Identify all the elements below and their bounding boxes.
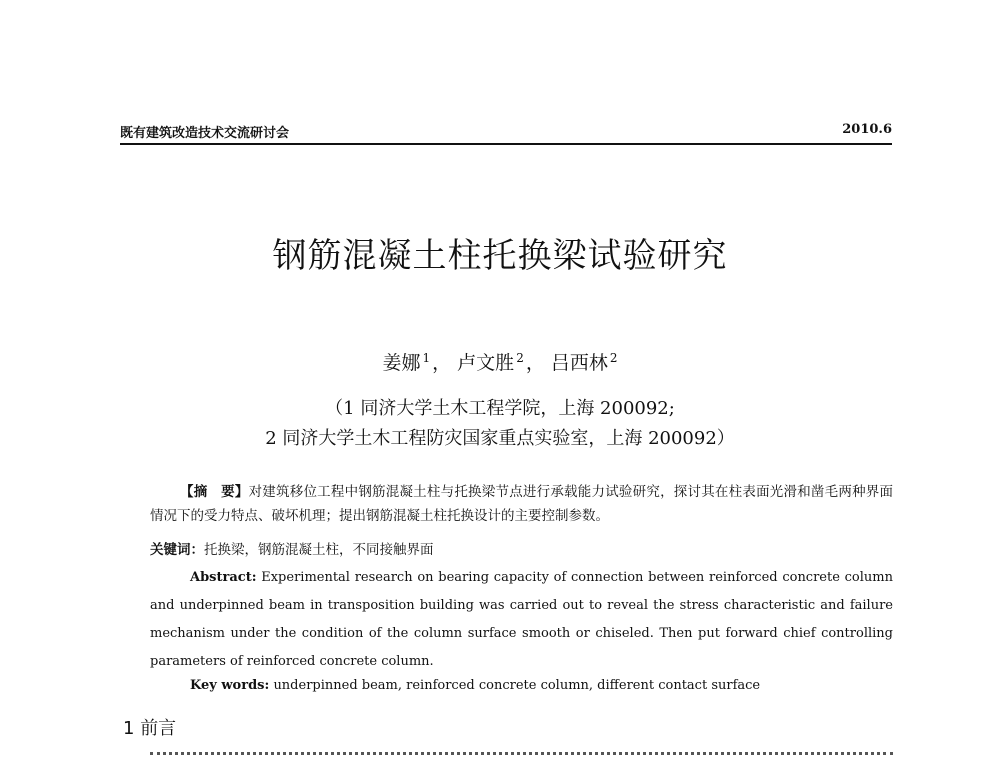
running-header-date: 2010.6 — [842, 122, 892, 137]
author-name: 卢文胜 — [457, 352, 515, 374]
author-separator: ， — [525, 352, 545, 374]
author-affiliation-mark: 2 — [516, 350, 524, 365]
abstract-chinese-text: 对建筑移位工程中钢筋混凝土柱与托换梁节点进行承载能力试验研究，探讨其在柱表面光滑和凿毛两种界面情况下的受力特点、破坏机理；提出钢筋混凝土柱托换设计的主要控制参数。 — [150, 484, 894, 524]
keywords-english-label: Key words: — [190, 678, 270, 693]
affiliation-line-1: （1 同济大学土木工程学院，上海 200092; — [325, 398, 675, 419]
header-rule — [120, 143, 892, 145]
keywords-chinese — [150, 538, 434, 558]
author-affiliation-mark: 2 — [609, 350, 618, 365]
author-name: 姜娜 — [382, 352, 421, 374]
running-header-conference: 既有建筑改造技术交流研讨会 — [120, 126, 290, 141]
keywords-chinese-label: 关键词： — [150, 542, 204, 558]
author-list — [0, 348, 1000, 375]
keywords-english-text: underpinned beam, reinforced concrete column, different contact surface — [273, 678, 761, 693]
section-title: 前言 — [140, 718, 177, 739]
abstract-english-text: Experimental research on bearing capacity of connection between reinforced concrete column and underpinned beam in transposition building was carried out to reveal the stress characteristic and failure mechanism under the condition of the column surface smooth or chiseled. Then put forward chief controlling parameters of reinforced concrete column. — [150, 570, 893, 669]
abstract-chinese — [150, 480, 893, 528]
paper-title: 钢筋混凝土柱托换梁试验研究 — [272, 236, 728, 276]
truncated-body-text — [150, 752, 893, 765]
keywords-chinese-text: 托换梁，钢筋混凝土柱，不同接触界面 — [204, 542, 434, 558]
section-heading — [123, 714, 176, 740]
author-affiliation-mark: 1 — [422, 350, 431, 365]
author-name: 吕西林 — [550, 352, 608, 374]
abstract-english — [150, 564, 893, 676]
abstract-english-label: Abstract: — [190, 570, 257, 585]
keywords-english — [190, 678, 760, 693]
section-number: 1 — [123, 718, 135, 739]
author-separator: ， — [432, 352, 452, 374]
affiliation-line-2: 2 同济大学土木工程防灾国家重点实验室，上海 200092） — [265, 428, 735, 449]
abstract-chinese-label: 【摘 要】 — [180, 484, 249, 500]
